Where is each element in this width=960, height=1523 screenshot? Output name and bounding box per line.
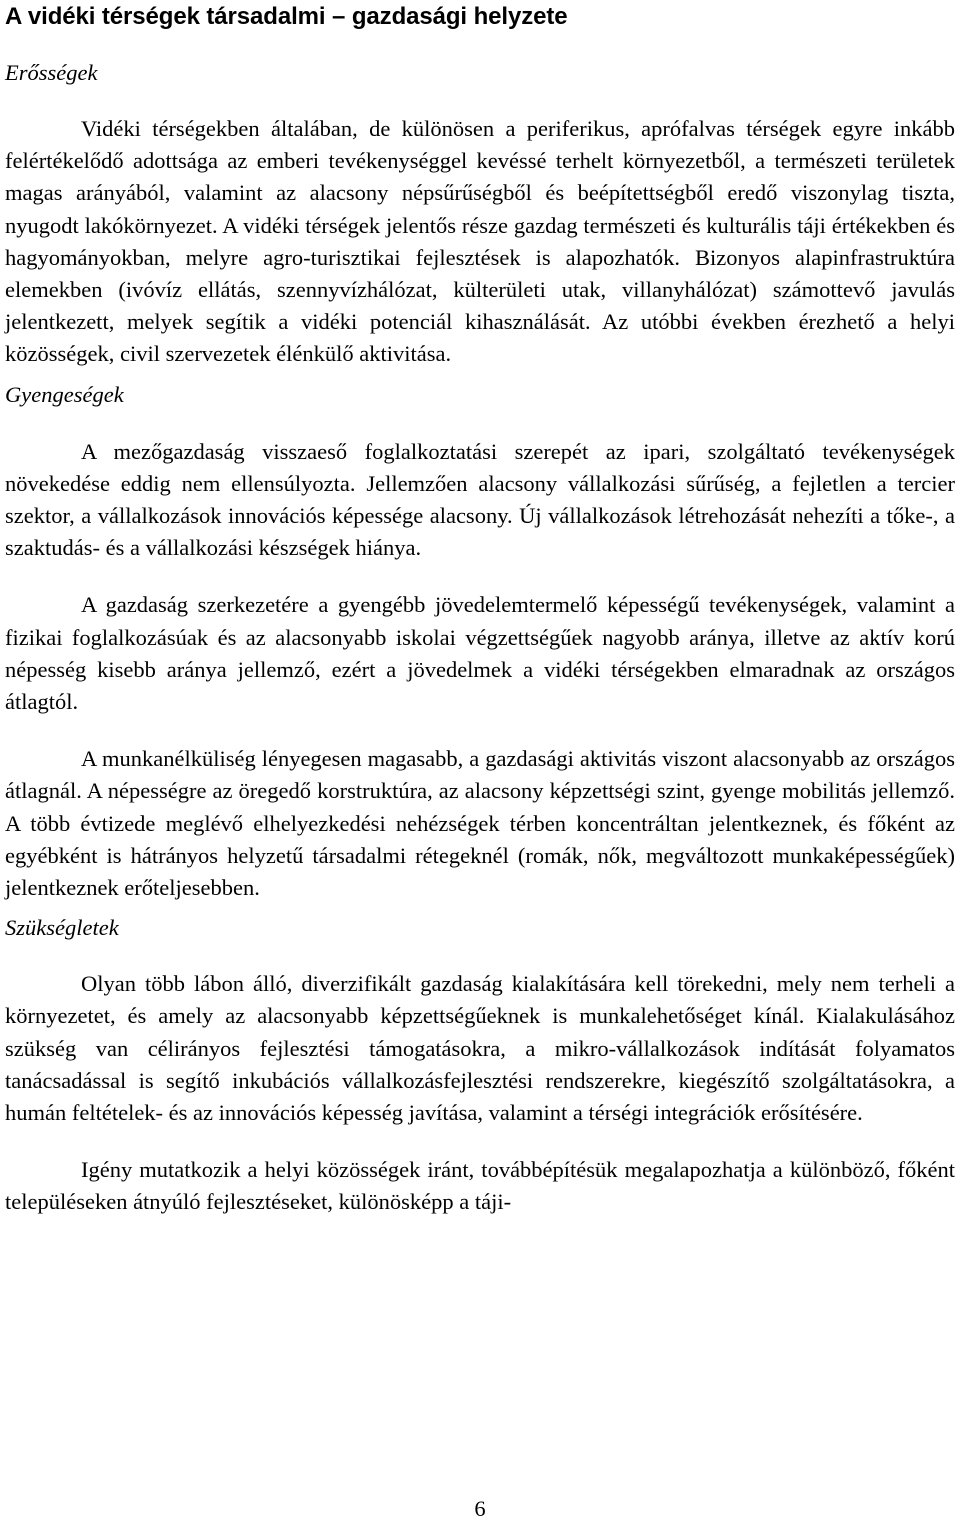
- document-title: A vidéki térségek társadalmi – gazdasági helyzete: [5, 3, 568, 30]
- paragraph-weaknesses-1: A mezőgazdaság visszaeső foglalkoztatási szerepét az ipari, szolgáltató tevékenységek növekedése eddig nem ellensúlyozta. Jellemzően alacsony vállalkozási sűrűség, a fejletlen a tercier szektor, a vállalkozások innovációs képessége alacsony. Új vállalkozások létrehozását nehezíti a tőke-, a szaktudás- és a vállalkozási készségek hiánya.: [5, 438, 955, 561]
- document-page: [5, 0, 955, 1219]
- paragraph-needs-1: Olyan több lábon álló, diverzifikált gazdaság kialakítására kell törekedni, mely nem terheli a környezetet, és amely az alacsonyabb képzettségűeknek is munkalehetőséget kínál. Kialakulásához szükség van célirányos fejlesztési támogatásokra, a mikro-vállalkozások indítását folyamatos tanácsadással is segítő inkubációs vállalkozásfejlesztési rendszerekre, kiegészítő szolgáltatásokra, a humán feltételek- és az innovációs képesség javítása, valamint a térségi integrációk erősítésére.: [5, 971, 955, 1126]
- paragraph-weaknesses-3: A munkanélküliség lényegesen magasabb, a gazdasági aktivitás viszont alacsonyabb az országos átlagnál. A népességre az öregedő korstruktúra, az alacsony képzettségi szint, gyenge mobilitás jellemző. A több évtizede meglévő elhelyezkedési nehézségek térben koncentráltan jelentkeznek, és főként az egyébként is hátrányos helyzetű társadalmi rétegeknél (romák, nők, megváltozott munkaképességűek) jelentkeznek erőteljesebben.: [5, 746, 955, 901]
- section-heading-weaknesses: Gyengeségek: [5, 381, 124, 407]
- section-heading-strengths: Erősségek: [5, 60, 98, 85]
- paragraph-weaknesses-2: A gazdaság szerkezetére a gyengébb jövedelemtermelő képességű tevékenységek, valamint a fizikai foglalkozásúak és az alacsonyabb iskolai végzettségűek nagyobb aránya, illetve az aktív korú népesség kisebb aránya jellemző, ezért a jövedelmek a vidéki térségekben elmaradnak az országos átlagtól.: [5, 592, 955, 715]
- paragraph-needs-2: Igény mutatkozik a helyi közösségek iránt, továbbépítésük megalapozhatja a különböző, főként településeken átnyúló fejlesztéseket, különösképp a táji-: [5, 1157, 955, 1215]
- page-number: 6: [474, 1496, 486, 1521]
- section-heading-needs: Szükségletek: [5, 915, 119, 941]
- paragraph-strengths: Vidéki térségekben általában, de különösen a periferikus, aprófalvas térségek egyre inkább felértékelődő adottsága az emberi tevékenységgel kevéssé terhelt környezetből, a természeti területek magas arányából, valamint az alacsony népsűrűségből és beépítettségből eredő viszonylag tiszta, nyugodt lakókörnyezet. A vidéki térségek jelentős része gazdag természeti és kulturális táji értékekben és hagyományokban, melyre agro-turisztikai fejlesztések is alapozhatók. Bizonyos alapinfrastruktúra elemekben (ivóvíz ellátás, szennyvízhálózat, külterületi utak, villanyhálózat) számottevő javulás jelentkezett, melyek segítik a vidéki potenciál kihasználását. Az utóbbi években érezhető a helyi közösségek, civil szervezetek élénkülő aktivitása.: [5, 116, 955, 367]
